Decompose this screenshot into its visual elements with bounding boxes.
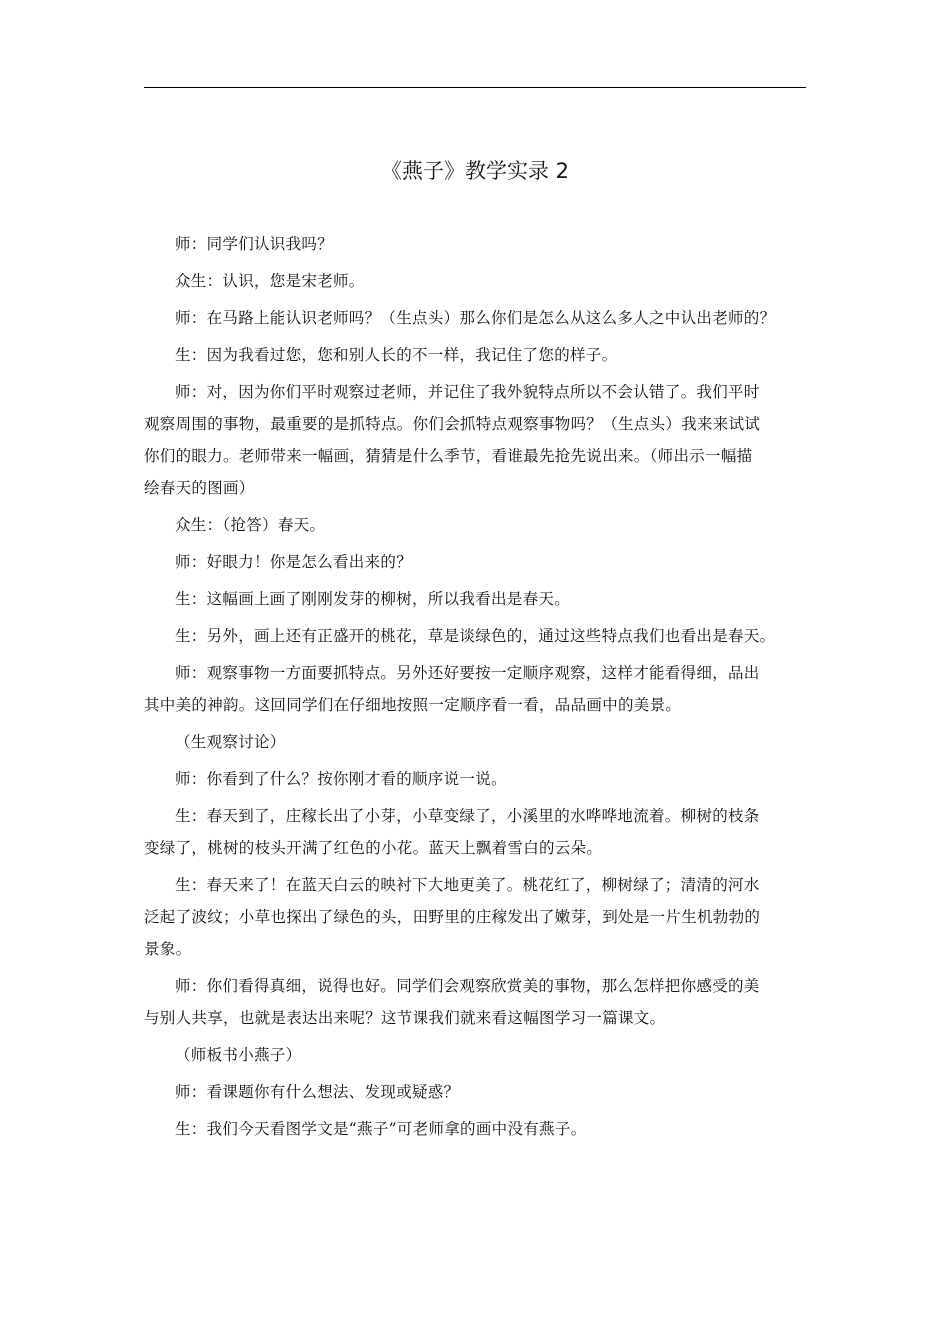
paragraph: 师：你们看得真细，说得也好。同学们会观察欣赏美的事物，那么怎样把你感受的美 与别人共享，也就是表达出来呢？这节课我们就来看这幅图学习一篇课文。 [144,977,760,1027]
paragraph: 生：因为我看过您，您和别人长的不一样，我记住了您的样子。 [175,346,618,364]
paragraph: 众生：（抢答）春天。 [175,516,326,534]
paragraph: 生：春天到了，庄稼长出了小芽，小草变绿了，小溪里的水哗哗地流着。柳树的枝条 变绿了，桃树的枝头开满了红色的小花。蓝天上飘着雪白的云朵。 [144,807,760,857]
paragraph: 生：这幅画上画了刚刚发芽的柳树，所以我看出是春天。 [175,590,571,608]
document-title: 《燕子》教学实录 2 [380,159,570,183]
paragraph: 师：看课题你有什么想法、发现或疑惑？ [175,1083,460,1101]
paragraph: 师：在马路上能认识老师吗？（生点头）那么你们是怎么从这么多人之中认出老师的？ [175,309,776,327]
paragraph: （生观察讨论） [175,733,286,751]
paragraph: 生：另外，画上还有正盛开的桃花，草是谈绿色的，通过这些特点我们也看出是春天。 [175,627,776,645]
paragraph: 众生：认识，您是宋老师。 [175,272,365,290]
paragraph: 师：同学们认识我吗？ [175,235,334,253]
paragraph: （师板书小燕子） [175,1046,302,1064]
paragraph: 师：你看到了什么？按你刚才看的顺序说一说。 [175,770,507,788]
paragraph: 生：我们今天看图学文是“燕子”可老师拿的画中没有燕子。 [175,1120,587,1138]
document-body [144,228,806,1150]
header-rule [144,87,806,88]
paragraph: 师：观察事物一方面要抓特点。另外还好要按一定顺序观察，这样才能看得细，品出 其中美的神韵。这回同学们在仔细地按照一定顺序看一看，品品画中的美景。 [144,664,760,714]
paragraph: 师：对，因为你们平时观察过老师，并记住了我外貌特点所以不会认错了。我们平时 观察周围的事物，最重要的是抓特点。你们会抓特点观察事物吗？（生点头）我来来试试 你们的眼力。老师带来一幅画，猜猜是什么季节，看谁最先抢先说出来。（师出示一幅描 绘春天的图画） [144,383,761,497]
paragraph: 生：春天来了！在蓝天白云的映衬下大地更美了。桃花红了，柳树绿了；清清的河水 泛起了波纹；小草也探出了绿色的头，田野里的庄稼发出了嫩芽，到处是一片生机勃勃的 景象。 [144,876,761,958]
paragraph: 师：好眼力！你是怎么看出来的？ [175,553,413,571]
